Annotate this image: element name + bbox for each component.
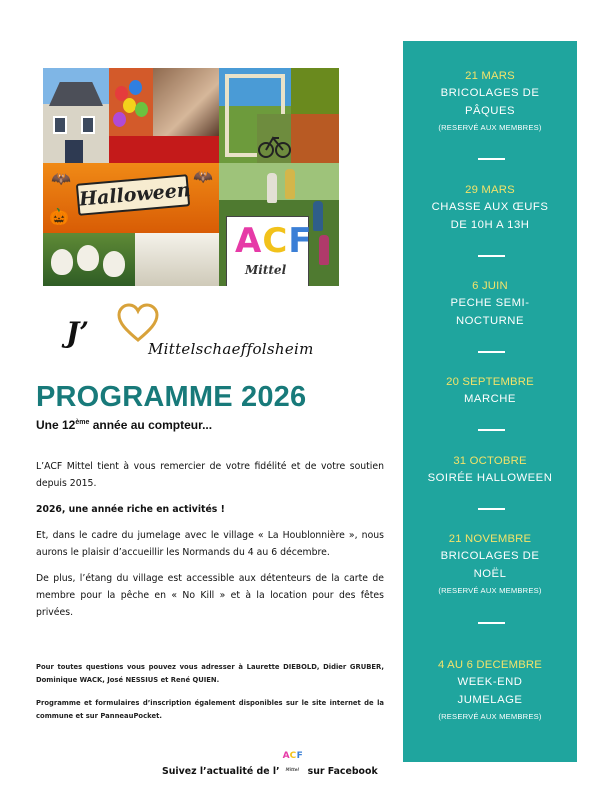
- event-item: [403, 532, 577, 598]
- acf-mittel-logo: ACF Mittel: [226, 216, 309, 286]
- photo-village-house: [43, 68, 109, 163]
- event-date: 4 AU 6 DECEMBRE: [437, 659, 543, 671]
- paragraph-pond: De plus, l’étang du village est accessible aux détenteurs de la carte de membre pour la pêche en « No Kill » et à la location pour des fêtes privées.: [36, 573, 384, 618]
- bat-icon: 🦇: [51, 171, 71, 188]
- event-name: DE 10H A 13H: [450, 219, 530, 231]
- photo-crafts: [153, 68, 219, 136]
- event-name: WEEK-END: [457, 676, 523, 688]
- subtitle: Une 12ème année au compteur...: [36, 418, 213, 432]
- paragraph-year: 2026, une année riche en activités !: [36, 504, 225, 515]
- photo-terracotta-block: [291, 114, 339, 163]
- divider: [478, 351, 505, 353]
- event-date: 21 NOVEMBRE: [448, 533, 532, 545]
- event-name: PECHE SEMI-: [450, 297, 530, 309]
- event-date: 29 MARS: [465, 184, 515, 196]
- paragraph-thanks: L’ACF Mittel tient à vous remercier de votre fidélité et de votre soutien depuis 2015.: [36, 461, 384, 489]
- pumpkin-icon: 🎃: [49, 209, 69, 226]
- event-item: [403, 69, 577, 135]
- event-name: NOCTURNE: [455, 315, 524, 327]
- event-item: [403, 375, 577, 408]
- forms-note: Programme et formulaires d’inscription également disponibles sur le site internet de la commune et sur PanneauPocket.: [36, 699, 384, 720]
- paragraph-twinning: Et, dans le cadre du jumelage avec le village « La Houblonnière », nous aurons le plaisir d’accueillir les Normands du 4 au 6 décembre.: [36, 530, 384, 558]
- event-date: 6 JUIN: [472, 280, 508, 292]
- divider: [478, 255, 505, 257]
- event-date: 31 OCTOBRE: [453, 455, 527, 467]
- event-item: [403, 454, 577, 487]
- photo-easter-eggs: [43, 233, 135, 286]
- facebook-footer: Suivez l’actualité de l’ A C F Mittel sur Facebook: [162, 751, 378, 777]
- event-item: [403, 279, 577, 330]
- event-name: BRICOLAGES DE: [440, 87, 540, 99]
- event-item: [403, 183, 577, 234]
- event-name: NOËL: [473, 568, 507, 580]
- event-note: (RESERVÉ AUX MEMBRES): [438, 123, 542, 132]
- event-name: BRICOLAGES DE: [440, 550, 540, 562]
- heart-icon: [116, 302, 160, 344]
- divider: [478, 429, 505, 431]
- event-name: SOIRÉE HALLOWEEN: [427, 472, 553, 484]
- event-date: 20 SEPTEMBRE: [446, 376, 534, 388]
- event-date: 21 MARS: [465, 70, 515, 82]
- halloween-banner: Halloween: [76, 174, 190, 216]
- bat-icon: 🦇: [193, 169, 213, 186]
- photo-halloween: [43, 163, 219, 233]
- photo-red-block: [109, 136, 219, 163]
- page-title: PROGRAMME 2026: [36, 381, 307, 413]
- event-note: (RESERVÉ AUX MEMBRES): [438, 586, 542, 595]
- divider: [478, 158, 505, 160]
- photo-easter-bunny: [135, 233, 219, 286]
- village-name: Mittelschaeffolsheim: [148, 340, 314, 358]
- acf-mini-logo: A C F Mittel: [282, 751, 303, 772]
- photo-olive-block: [291, 68, 339, 114]
- event-name: CHASSE AUX ŒUFS: [431, 201, 549, 213]
- event-note: (RESERVÉ AUX MEMBRES): [438, 712, 542, 721]
- divider: [478, 508, 505, 510]
- divider: [478, 622, 505, 624]
- photo-collage: [43, 68, 339, 286]
- contact-note: Pour toutes questions vous pouvez vous adresser à Laurette DIEBOLD, Didier GRUBER, Dominique WACK, José NESSIUS et René QUIEN.: [36, 663, 384, 684]
- events-sidebar: [403, 41, 577, 762]
- event-name: MARCHE: [464, 393, 516, 405]
- photo-bicycle: [257, 114, 291, 163]
- event-item: [403, 658, 577, 724]
- j-love-prefix: J’: [66, 316, 89, 349]
- event-name: JUMELAGE: [457, 694, 523, 706]
- event-name: PÂQUES: [464, 105, 516, 117]
